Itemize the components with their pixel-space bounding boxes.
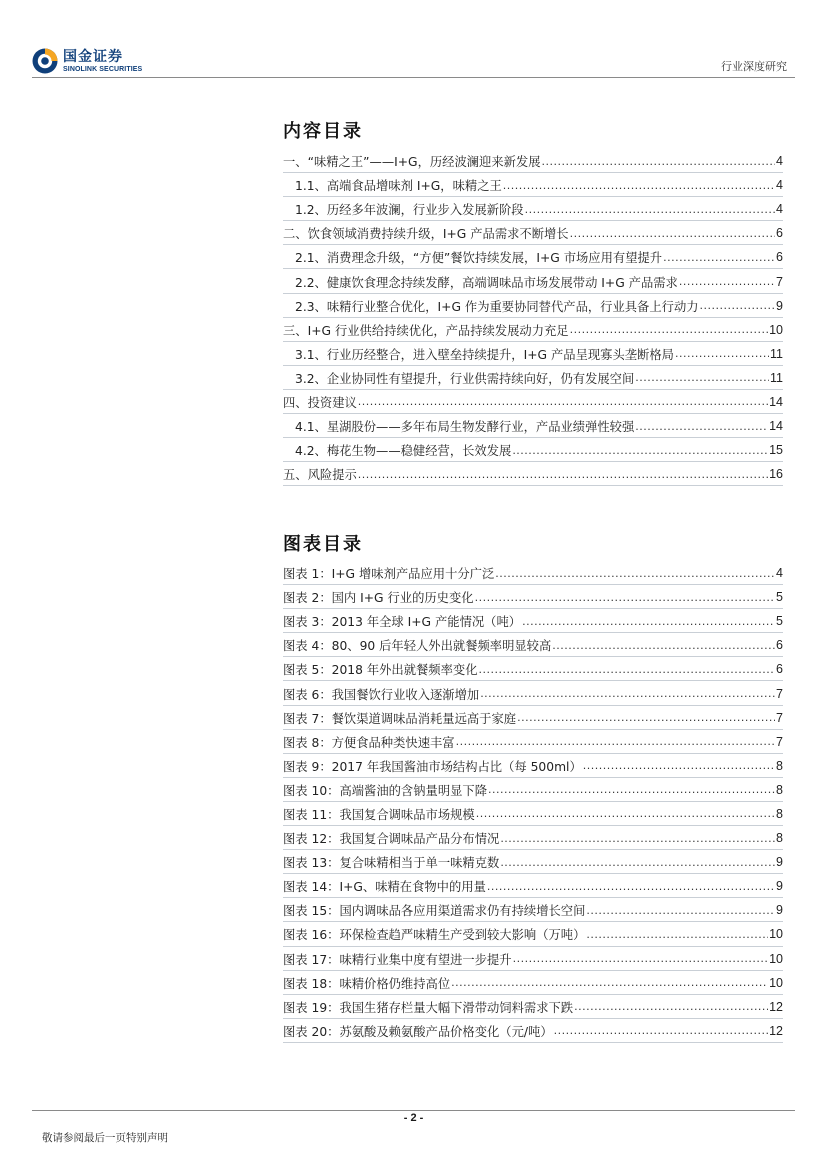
dot-leader <box>525 203 775 216</box>
dot-leader <box>358 395 768 408</box>
toc-entry[interactable] <box>283 294 783 318</box>
entry-title: 图表 14：I+G、味精在食物中的用量 <box>283 880 486 895</box>
entry-title: 2.1、消费理念升级，“方便”餐饮持续发展，I+G 市场应用有望提升 <box>295 251 663 266</box>
entry-title: 图表 1：I+G 增味剂产品应用十分广泛 <box>283 567 495 582</box>
dot-leader <box>487 880 775 893</box>
entry-title: 图表 13：复合味精相当于单一味精克数 <box>283 856 500 871</box>
figure-entry[interactable] <box>283 681 783 705</box>
dot-leader <box>583 759 775 772</box>
entry-title: 图表 6：我国餐饮行业收入逐渐增加 <box>283 687 480 702</box>
dot-leader <box>635 371 769 384</box>
entry-title: 图表 10：高端酱油的含钠量明显下降 <box>283 783 488 798</box>
dot-leader <box>586 904 775 917</box>
entry-title: 三、I+G 行业供给持续优化，产品持续发展动力充足 <box>283 323 569 338</box>
entry-title: 1.1、高端食品增味剂 I+G，味精之王 <box>295 179 502 194</box>
entry-title: 图表 20：苏氨酸及赖氨酸产品价格变化（元/吨） <box>283 1024 553 1039</box>
dot-leader <box>480 687 775 700</box>
entry-page-number: 4 <box>776 566 783 581</box>
toc-entry[interactable] <box>283 366 783 390</box>
dot-leader <box>476 807 775 820</box>
entry-page-number: 14 <box>769 419 783 434</box>
dot-leader <box>358 468 768 481</box>
entry-title: 图表 17：味精行业集中度有望进一步提升 <box>283 952 512 967</box>
entry-page-number: 6 <box>776 226 783 241</box>
contents-list <box>283 149 783 486</box>
logo-english-name: SINOLINK SECURITIES <box>63 66 143 73</box>
toc-entry[interactable] <box>283 414 783 438</box>
entry-title: 图表 15：国内调味品各应用渠道需求仍有持续增长空间 <box>283 904 586 919</box>
toc-entry[interactable] <box>283 221 783 245</box>
entry-title: 图表 12：我国复合调味品产品分布情况 <box>283 832 500 847</box>
figure-entry[interactable] <box>283 585 783 609</box>
dot-leader <box>635 420 768 433</box>
dot-leader <box>512 444 768 457</box>
entry-page-number: 6 <box>776 638 783 653</box>
entry-page-number: 14 <box>769 394 783 409</box>
dot-leader <box>522 615 775 628</box>
figure-entry[interactable] <box>283 802 783 826</box>
entry-page-number: 9 <box>776 879 783 894</box>
entry-title: 3.1、行业历经整合，进入壁垒持续提升，I+G 产品呈现寡头垄断格局 <box>295 347 674 362</box>
entry-title: 3.2、企业协同性有望提升，行业供需持续向好，仍有发展空间 <box>295 371 635 386</box>
logo-chinese-name: 国金证券 <box>63 49 123 65</box>
entry-page-number: 6 <box>776 662 783 677</box>
toc-entry[interactable] <box>283 438 783 462</box>
entry-underline <box>283 1042 783 1043</box>
entry-title: 图表 4：80、90 后年轻人外出就餐频率明显较高 <box>283 639 552 654</box>
contents-title: 内容目录 <box>283 121 363 142</box>
figure-entry[interactable] <box>283 633 783 657</box>
dot-leader <box>479 663 776 676</box>
entry-page-number: 7 <box>776 686 783 701</box>
toc-entry[interactable] <box>283 149 783 173</box>
figure-entry[interactable] <box>283 850 783 874</box>
page-header <box>0 0 827 80</box>
entry-page-number: 11 <box>770 370 783 385</box>
entry-title: 图表 11：我国复合调味品市场规模 <box>283 807 475 822</box>
report-type-label: 行业深度研究 <box>721 60 787 73</box>
figure-entry[interactable] <box>283 778 783 802</box>
entry-title: 图表 18：味精价格仍维持高位 <box>283 976 451 991</box>
entry-page-number: 5 <box>776 590 783 605</box>
dot-leader <box>513 952 768 965</box>
entry-title: 4.2、梅花生物——稳健经营，长效发展 <box>295 444 512 459</box>
entry-page-number: 8 <box>776 831 783 846</box>
entry-title: 图表 19：我国生猪存栏量大幅下滑带动饲料需求下跌 <box>283 1000 574 1015</box>
dot-leader <box>554 1024 768 1037</box>
entry-page-number: 12 <box>769 1023 783 1038</box>
figure-entry[interactable] <box>283 874 783 898</box>
dot-leader <box>586 928 768 941</box>
figure-entry[interactable] <box>283 561 783 585</box>
figures-list <box>283 561 783 1043</box>
figure-entry[interactable] <box>283 706 783 730</box>
entry-page-number: 15 <box>769 443 783 458</box>
entry-title: 图表 5：2018 年外出就餐频率变化 <box>283 663 478 678</box>
figure-entry[interactable] <box>283 1019 783 1043</box>
toc-entry[interactable] <box>283 390 783 414</box>
entry-page-number: 5 <box>776 614 783 629</box>
entry-title: 图表 2：国内 I+G 行业的历史变化 <box>283 591 474 606</box>
dot-leader <box>517 711 775 724</box>
sinolink-logo-icon <box>32 48 58 74</box>
dot-leader <box>570 227 775 240</box>
figure-entry[interactable] <box>283 971 783 995</box>
company-logo <box>32 44 162 80</box>
dot-leader <box>700 299 776 312</box>
figure-entry[interactable] <box>283 730 783 754</box>
entry-page-number: 11 <box>770 346 783 361</box>
entry-page-number: 8 <box>776 758 783 773</box>
entry-page-number: 10 <box>769 927 783 942</box>
figure-entry[interactable] <box>283 609 783 633</box>
toc-entry[interactable] <box>283 269 783 293</box>
dot-leader <box>663 251 775 264</box>
dot-leader <box>495 567 775 580</box>
toc-entry[interactable] <box>283 197 783 221</box>
entry-page-number: 10 <box>769 975 783 990</box>
entry-title: 图表 3：2013 年全球 I+G 产能情况（吨） <box>283 615 522 630</box>
toc-entry[interactable] <box>283 173 783 197</box>
figure-entry[interactable] <box>283 657 783 681</box>
entry-page-number: 8 <box>776 782 783 797</box>
entry-page-number: 9 <box>776 298 783 313</box>
entry-page-number: 4 <box>776 154 783 169</box>
page-number: - 2 - <box>403 1112 424 1124</box>
entry-title: 二、饮食领域消费持续升级，I+G 产品需求不断增长 <box>283 227 569 242</box>
toc-entry[interactable] <box>283 318 783 342</box>
dot-leader <box>500 856 775 869</box>
dot-leader <box>488 783 775 796</box>
entry-title: 1.2、历经多年波澜，行业步入发展新阶段 <box>295 203 524 218</box>
entry-title: 五、风险提示 <box>283 468 357 483</box>
dot-leader <box>451 976 768 989</box>
footer-divider <box>32 1110 795 1111</box>
dot-leader <box>552 639 775 652</box>
entry-title: 四、投资建议 <box>283 395 357 410</box>
dot-leader <box>475 591 775 604</box>
figures-title: 图表目录 <box>283 534 363 555</box>
entry-page-number: 6 <box>776 250 783 265</box>
entry-page-number: 16 <box>769 467 783 482</box>
toc-entry[interactable] <box>283 462 783 486</box>
toc-entry[interactable] <box>283 342 783 366</box>
entry-page-number: 4 <box>776 202 783 217</box>
dot-leader <box>542 155 776 168</box>
dot-leader <box>570 323 768 336</box>
header-divider <box>32 77 795 78</box>
figure-entry[interactable] <box>283 947 783 971</box>
figure-entry[interactable] <box>283 754 783 778</box>
dot-leader <box>503 179 775 192</box>
entry-underline <box>283 485 783 486</box>
entry-title: 图表 8：方便食品种类快速丰富 <box>283 735 455 750</box>
entry-page-number: 10 <box>769 322 783 337</box>
dot-leader <box>675 347 769 360</box>
dot-leader <box>500 832 775 845</box>
entry-page-number: 8 <box>776 806 783 821</box>
entry-title: 图表 7：餐饮渠道调味品消耗量远高于家庭 <box>283 711 517 726</box>
dot-leader <box>679 275 775 288</box>
figure-entry[interactable] <box>283 995 783 1019</box>
entry-page-number: 7 <box>776 734 783 749</box>
dot-leader <box>574 1000 768 1013</box>
figure-entry[interactable] <box>283 922 783 946</box>
figure-entry[interactable] <box>283 826 783 850</box>
figure-entry[interactable] <box>283 898 783 922</box>
entry-page-number: 9 <box>776 855 783 870</box>
entry-title: 2.3、味精行业整合优化，I+G 作为重要协同替代产品，行业具备上行动力 <box>295 299 699 314</box>
entry-title: 2.2、健康饮食理念持续发酵，高端调味品市场发展带动 I+G 产品需求 <box>295 275 678 290</box>
toc-entry[interactable] <box>283 245 783 269</box>
entry-title: 一、“味精之王”——I+G，历经波澜迎来新发展 <box>283 155 541 170</box>
entry-page-number: 9 <box>776 903 783 918</box>
entry-page-number: 12 <box>769 999 783 1014</box>
entry-title: 图表 9：2017 年我国酱油市场结构占比（每 500ml） <box>283 759 582 774</box>
disclaimer-text: 敬请参阅最后一页特别声明 <box>42 1132 168 1144</box>
entry-page-number: 7 <box>776 710 783 725</box>
entry-title: 4.1、星湖股份——多年布局生物发酵行业，产品业绩弹性较强 <box>295 420 635 435</box>
entry-page-number: 7 <box>776 274 783 289</box>
dot-leader <box>456 735 775 748</box>
entry-page-number: 10 <box>769 951 783 966</box>
entry-title: 图表 16：环保检查趋严味精生产受到较大影响（万吨） <box>283 928 586 943</box>
entry-page-number: 4 <box>776 178 783 193</box>
